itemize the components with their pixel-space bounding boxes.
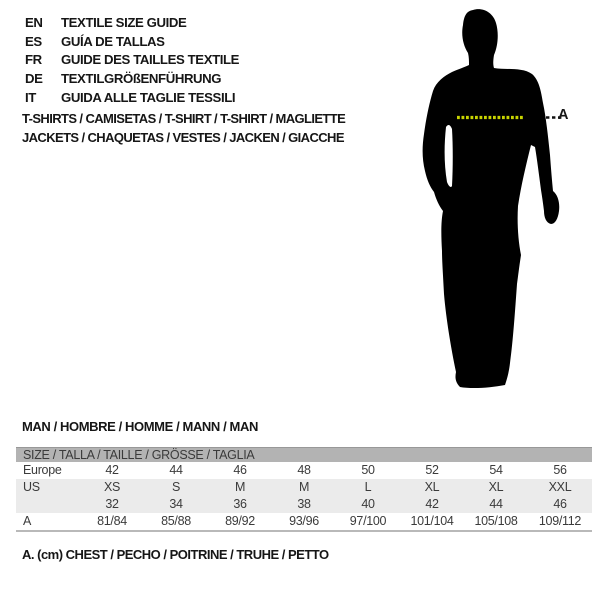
table-cell: 54 xyxy=(489,463,503,477)
table-cell: XL xyxy=(424,480,440,494)
language-title-list xyxy=(25,13,239,106)
table-cell: M xyxy=(234,480,246,494)
language-title: GUIDE DES TAILLES TEXTILE xyxy=(61,52,240,68)
table-cell: 101/104 xyxy=(410,514,454,528)
language-code: IT xyxy=(25,89,36,105)
table-cell: 48 xyxy=(297,463,311,477)
table-cell: 109/112 xyxy=(538,514,582,528)
language-code: FR xyxy=(25,52,42,68)
category-jackets: JACKETS / CHAQUETAS / VESTES / JACKEN / GIACCHE xyxy=(22,129,344,145)
table-cell: 97/100 xyxy=(349,514,387,528)
man-silhouette-icon xyxy=(405,0,600,400)
category-tshirts: T-SHIRTS / CAMISETAS / T-SHIRT / T-SHIRT / MAGLIETTE xyxy=(22,111,346,126)
table-cell: 38 xyxy=(297,497,311,511)
table-cell: M xyxy=(298,480,310,494)
table-cell: 50 xyxy=(361,463,375,477)
size-table-header: SIZE / TALLA / TAILLE / GRÖSSE / TAGLIA xyxy=(16,447,592,462)
section-title-man: MAN / HOMBRE / HOMME / MANN / MAN xyxy=(22,419,258,434)
garment-categories xyxy=(22,110,345,147)
table-row-us-numeric xyxy=(16,496,592,513)
language-code: DE xyxy=(25,70,43,86)
table-cell: 93/96 xyxy=(289,514,319,528)
table-cell: 42 xyxy=(105,463,119,477)
measurement-footnote: A. (cm) CHEST / PECHO / POITRINE / TRUHE / PETTO xyxy=(22,547,329,562)
language-title: TEXTILGRÖßENFÜHRUNG xyxy=(61,70,222,86)
language-code: ES xyxy=(25,33,42,49)
table-cell: 44 xyxy=(169,463,183,477)
table-cell: XS xyxy=(103,480,121,494)
language-code: EN xyxy=(25,14,43,30)
table-cell: 56 xyxy=(553,463,567,477)
list-item xyxy=(25,32,239,51)
table-cell: 52 xyxy=(425,463,439,477)
table-cell: S xyxy=(171,480,181,494)
table-cell: 46 xyxy=(553,497,567,511)
table-cell: 32 xyxy=(105,497,119,511)
table-cell: 46 xyxy=(233,463,247,477)
table-cell: 85/88 xyxy=(161,514,191,528)
table-cell: L xyxy=(364,480,372,494)
row-label: A xyxy=(23,514,32,528)
row-label: Europe xyxy=(23,463,62,477)
table-cell: 89/92 xyxy=(225,514,255,528)
list-item xyxy=(25,69,239,88)
table-cell: XXL xyxy=(548,480,572,494)
size-table xyxy=(16,447,592,532)
table-cell: 105/108 xyxy=(474,514,518,528)
list-item xyxy=(25,88,239,107)
row-label: US xyxy=(23,480,40,494)
table-cell: 42 xyxy=(425,497,439,511)
table-bottom-border xyxy=(16,530,592,532)
list-item xyxy=(25,50,239,69)
measure-label-a: A xyxy=(558,107,569,123)
table-row-chest-cm xyxy=(16,513,592,530)
man-silhouette-figure xyxy=(405,0,600,400)
row-label xyxy=(16,496,80,513)
language-title: GUÍA DE TALLAS xyxy=(61,33,165,49)
language-title: GUIDA ALLE TAGLIE TESSILI xyxy=(61,89,236,105)
list-item xyxy=(25,13,239,32)
table-cell: XL xyxy=(488,480,504,494)
table-cell: 44 xyxy=(489,497,503,511)
table-cell: 40 xyxy=(361,497,375,511)
table-cell: 34 xyxy=(169,497,183,511)
table-row-europe xyxy=(16,462,592,479)
table-cell: 81/84 xyxy=(97,514,127,528)
table-row-us xyxy=(16,479,592,496)
table-cell: 36 xyxy=(233,497,247,511)
language-title: TEXTILE SIZE GUIDE xyxy=(61,14,187,30)
